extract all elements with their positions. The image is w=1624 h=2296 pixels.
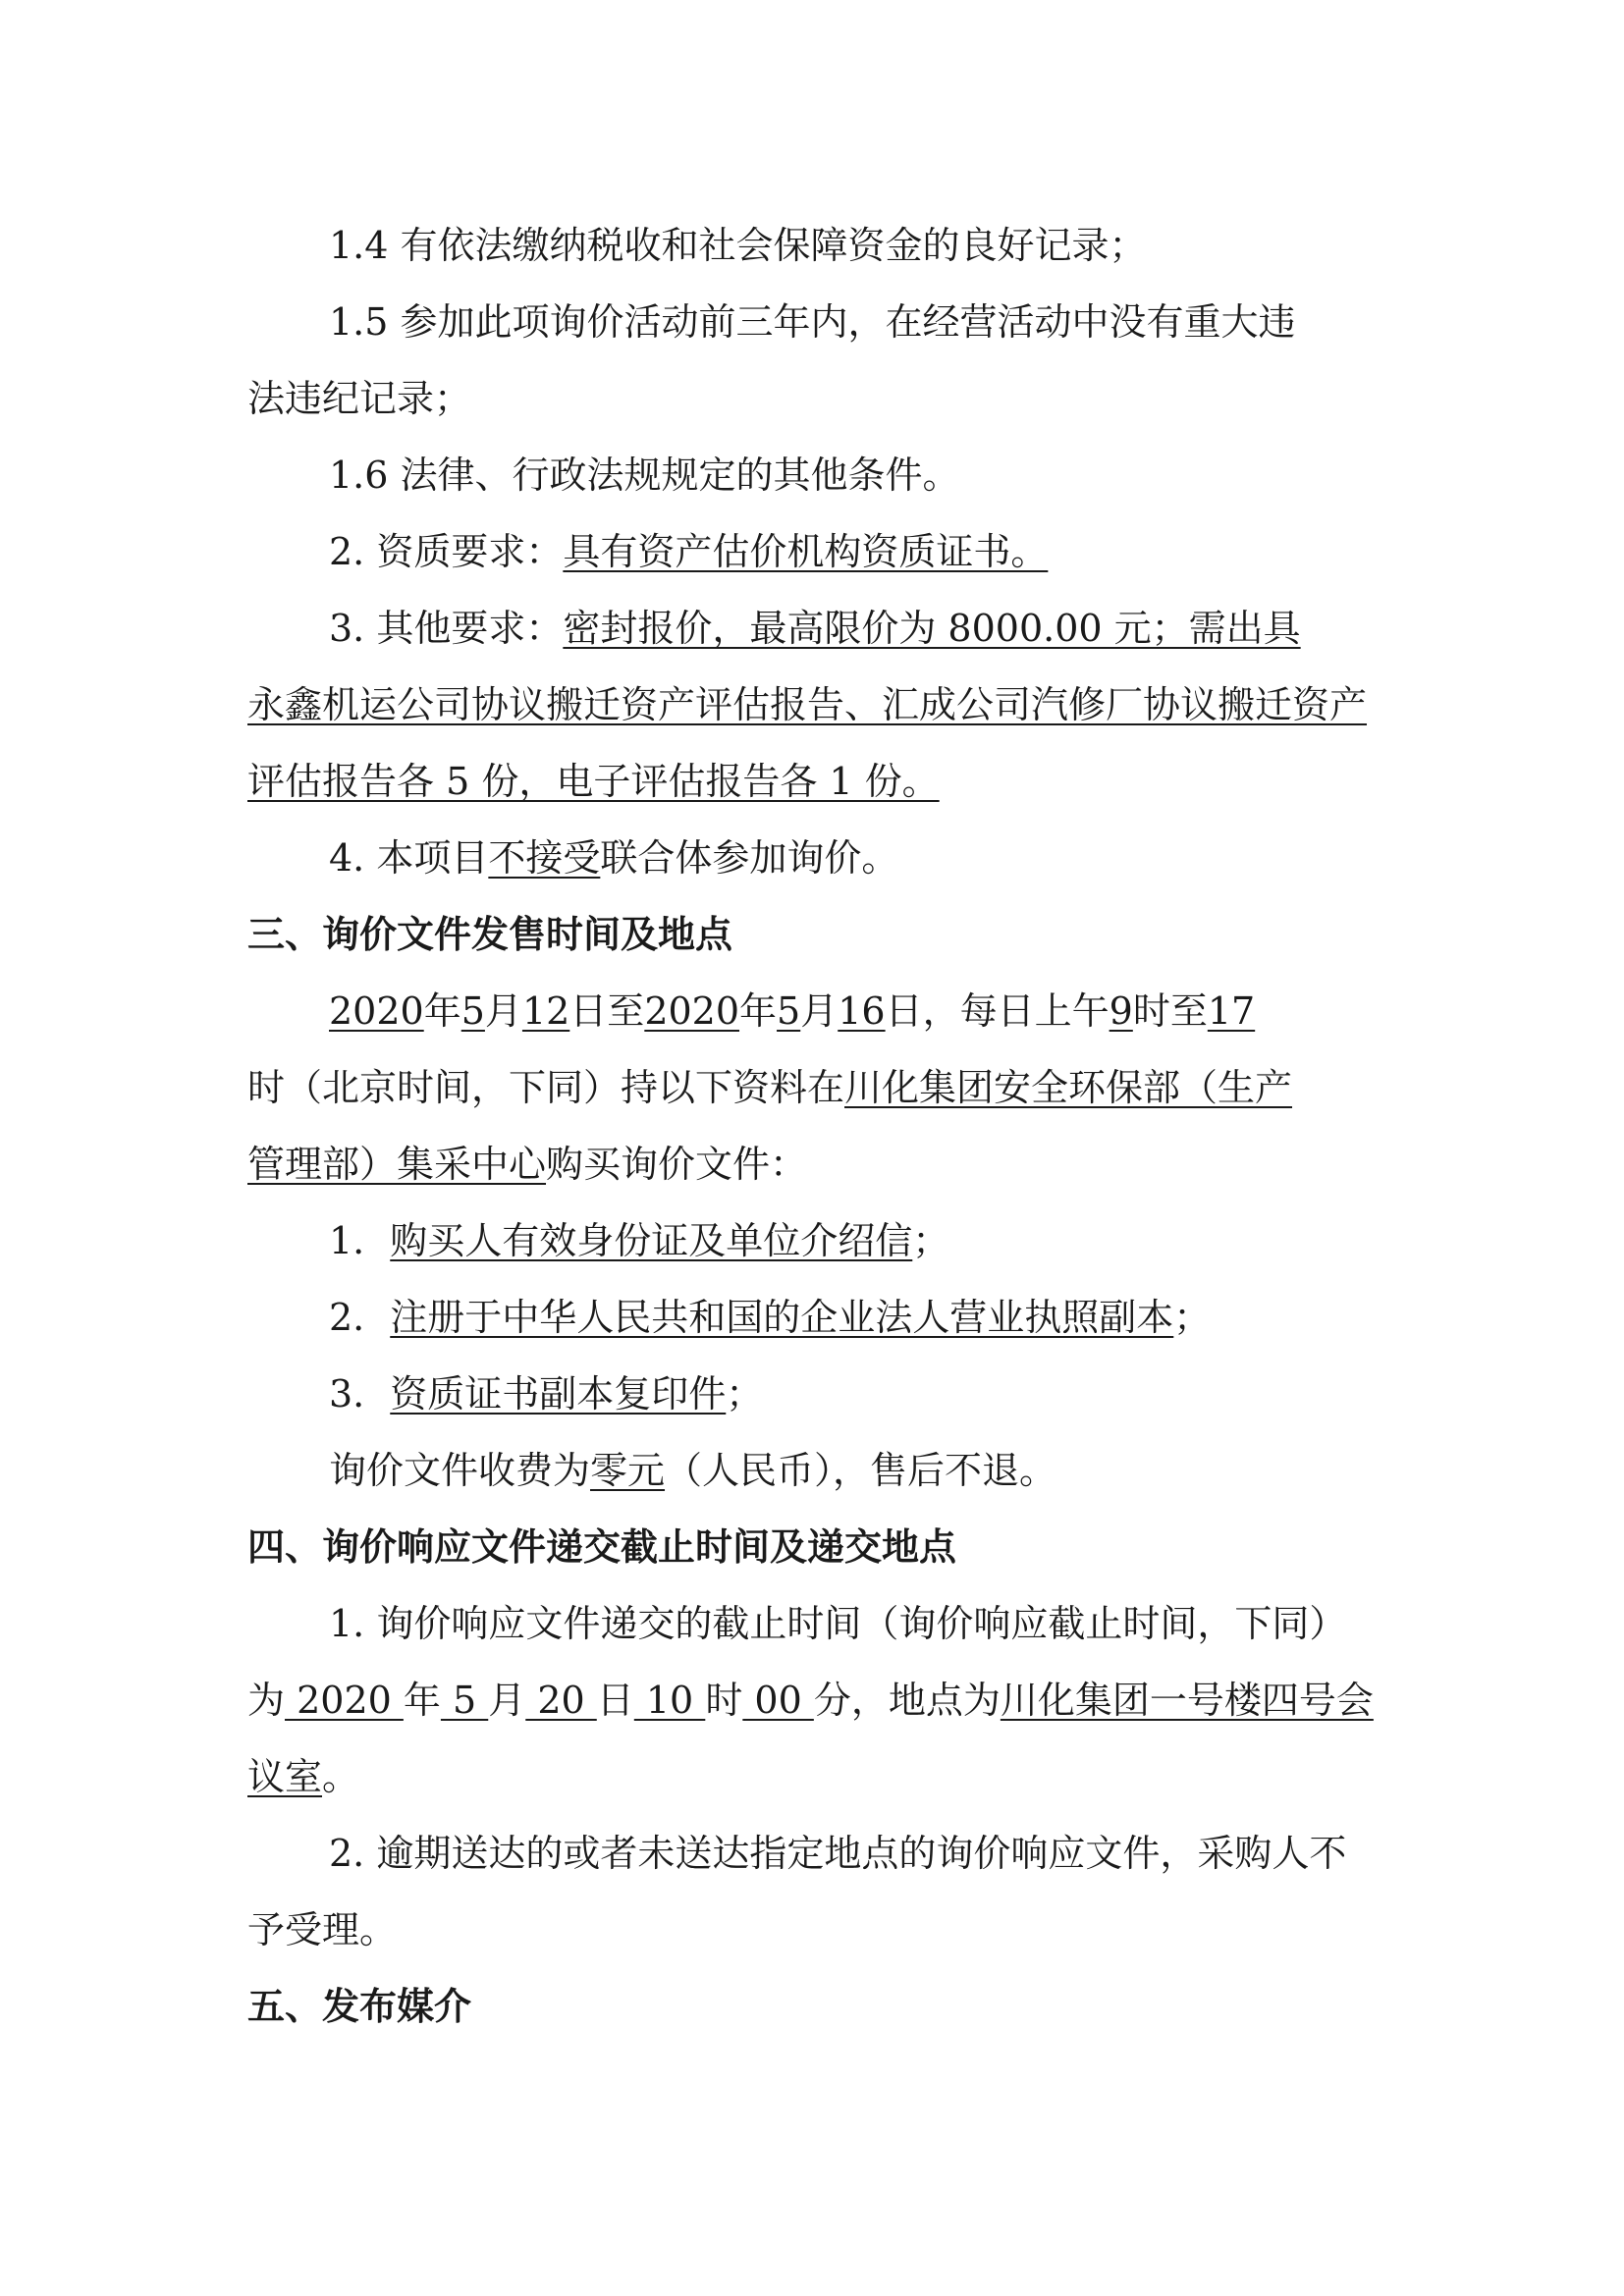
doc-3-punct: ； — [726, 1372, 764, 1415]
text-hour-to: 时至 — [1132, 989, 1208, 1033]
clause-1-5-line2: 法违纪记录； — [247, 377, 472, 420]
joint-bid-clause — [329, 833, 1468, 882]
end-month: 5 — [777, 989, 801, 1033]
doc-1-number: 1. — [329, 1219, 365, 1262]
section-3-title: 三、询价文件发售时间及地点 — [247, 913, 733, 956]
deadline-line1: 1. 询价响应文件递交的截止时间（询价响应截止时间，下同） — [329, 1602, 1347, 1645]
text-month-2: 月 — [800, 989, 839, 1033]
doc-2-number: 2. — [329, 1296, 365, 1339]
doc-2-punct: ； — [1173, 1296, 1212, 1339]
sale-period-line2 — [247, 1063, 1386, 1112]
other-requirements-value: 密封报价，最高限价为 8000.00 元；需出具 — [563, 607, 1301, 650]
text-month: 月 — [484, 989, 522, 1033]
fee-amount: 零元 — [590, 1449, 666, 1492]
start-hour: 9 — [1109, 989, 1133, 1033]
deadline-place-part2: 议室 — [247, 1755, 323, 1798]
deadline-minute: 00 — [742, 1679, 814, 1722]
text-year-2: 年 — [739, 989, 778, 1033]
sale-location-part1: 川化集团安全环保部（生产 — [844, 1066, 1293, 1109]
deadline-month: 5 — [440, 1679, 489, 1722]
doc-3-number: 3. — [329, 1372, 365, 1415]
start-year: 2020 — [329, 989, 424, 1033]
doc-1-punct: ； — [912, 1219, 950, 1262]
deadline-hour: 10 — [633, 1679, 706, 1722]
text-year-3: 年 — [403, 1679, 441, 1722]
other-requirements-line1 — [329, 604, 1468, 653]
deadline-prefix: 为 — [247, 1679, 286, 1722]
clause-1-4: 1.4 有依法缴纳税收和社会保障资金的良好记录； — [329, 224, 1147, 267]
start-day: 12 — [521, 989, 570, 1033]
sale-location-part2: 管理部）集采中心 — [247, 1143, 547, 1186]
deadline-end: 。 — [322, 1755, 360, 1798]
joint-bid-value: 不接受 — [488, 836, 601, 880]
sale-location-prefix: 时（北京时间，下同）持以下资料在 — [247, 1066, 845, 1109]
required-doc-2 — [329, 1293, 1468, 1342]
text-year: 年 — [423, 989, 461, 1033]
sale-period-line3 — [247, 1140, 1386, 1189]
start-month: 5 — [460, 989, 485, 1033]
late-submission-line1: 2. 逾期送达的或者未送达指定地点的询价响应文件，采购人不 — [329, 1832, 1347, 1875]
late-submission-line2: 予受理。 — [247, 1908, 398, 1951]
joint-bid-prefix: 4. 本项目 — [329, 836, 489, 880]
other-requirements-line2: 永鑫机运公司协议搬迁资产评估报告、汇成公司汽修厂协议搬迁资产 — [247, 683, 1368, 726]
other-requirements-line3-text: 评估报告各 5 份，电子评估报告各 1 份。 — [247, 760, 940, 803]
text-hour-3: 时 — [705, 1679, 743, 1722]
sale-period-line1 — [329, 987, 1468, 1036]
deadline-year: 2020 — [285, 1679, 404, 1722]
qualification-label: 2. 资质要求： — [329, 530, 564, 573]
end-hour: 17 — [1207, 989, 1256, 1033]
text-minute-place: 分，地点为 — [813, 1679, 1001, 1722]
text-day-3: 日 — [596, 1679, 634, 1722]
section-5-title: 五、发布媒介 — [247, 1985, 472, 2028]
other-requirements-label: 3. 其他要求： — [329, 607, 564, 650]
doc-2-text: 注册于中华人民共和国的企业法人营业执照副本 — [390, 1296, 1174, 1339]
deadline-day: 20 — [525, 1679, 597, 1722]
deadline-line3 — [247, 1752, 1386, 1801]
end-year: 2020 — [644, 989, 740, 1033]
other-requirements-line3 — [247, 757, 1386, 806]
required-doc-1 — [329, 1216, 1468, 1265]
text-day-to: 日至 — [569, 989, 645, 1033]
qualification-value: 具有资产估价机构资质证书。 — [563, 530, 1049, 573]
text-month-3: 月 — [488, 1679, 526, 1722]
sale-location-suffix: 购买询价文件： — [546, 1143, 808, 1186]
doc-1-text: 购买人有效身份证及单位介绍信 — [390, 1219, 913, 1262]
fee-suffix: （人民币），售后不退。 — [665, 1449, 1057, 1492]
clause-1-6: 1.6 法律、行政法规规定的其他条件。 — [329, 454, 960, 497]
qualification-requirement — [329, 527, 1468, 576]
required-doc-3 — [329, 1369, 1468, 1418]
section-4-title: 四、询价响应文件递交截止时间及递交地点 — [247, 1525, 957, 1569]
deadline-place-part1: 川化集团一号楼四号会 — [1000, 1679, 1374, 1722]
deadline-line2 — [247, 1676, 1386, 1725]
fee-prefix: 询价文件收费为 — [329, 1449, 591, 1492]
end-day: 16 — [838, 989, 886, 1033]
clause-1-5-line1: 1.5 参加此项询价活动前三年内，在经营活动中没有重大违 — [329, 300, 1296, 344]
document-fee — [329, 1446, 1468, 1495]
joint-bid-suffix: 联合体参加询价。 — [600, 836, 899, 880]
text-daily-morning: 日，每日上午 — [885, 989, 1110, 1033]
doc-3-text: 资质证书副本复印件 — [390, 1372, 727, 1415]
